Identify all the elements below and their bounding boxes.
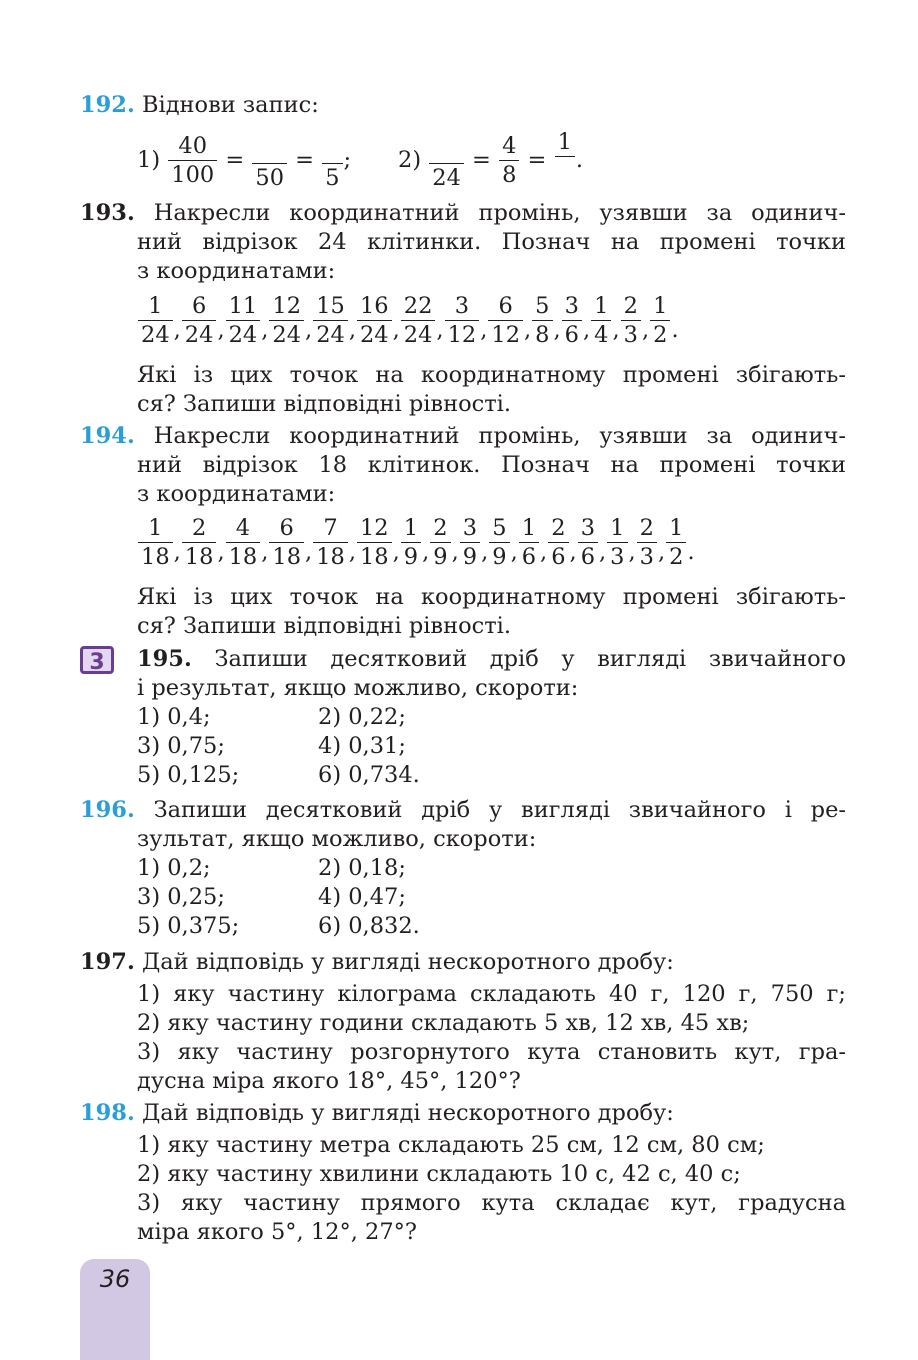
problem-192-header — [80, 92, 846, 118]
problem-number: 197. — [80, 949, 135, 975]
numerator: 4 — [235, 515, 251, 541]
equals-sign: = — [295, 147, 315, 173]
problem-197-item-3-cont: дусна міра якого 18°, 45°, 120°? — [137, 1068, 521, 1094]
separator: . — [687, 538, 695, 565]
list-item: 2) 0,22; — [318, 704, 406, 730]
separator: , — [510, 538, 518, 565]
problem-195-line-2: і результат, якщо можливо, скороти: — [137, 675, 579, 701]
numerator: 5 — [535, 293, 550, 319]
problem-197-item-1: 1) яку частину кілограма складають 40 г, 120 г, 750 г; — [137, 981, 846, 1007]
list-item: 3) 0,25; — [137, 884, 225, 910]
problem-193-line-1 — [80, 200, 846, 226]
fraction — [637, 514, 657, 571]
equals-sign: = — [472, 147, 491, 173]
fraction — [138, 514, 173, 571]
numerator: 2 — [433, 515, 448, 541]
denominator: 24 — [138, 320, 173, 349]
numerator: 2 — [639, 515, 654, 541]
denominator: 24 — [313, 320, 348, 349]
problem-193-question-1: Які із цих точок на координатному промені збігають- — [137, 362, 846, 388]
problem-196-line-2: зультат, якщо можливо, скороти: — [137, 826, 537, 852]
fraction — [138, 292, 173, 349]
separator: , — [553, 316, 561, 343]
problem-196-row-2 — [137, 884, 846, 910]
problem-193-line-2: ний відрізок 24 клітинки. Познач на промені точки — [137, 229, 846, 255]
problem-text: Дай відповідь у вигляді нескоротного дробу: — [141, 949, 674, 975]
page-number-tab — [80, 1259, 150, 1360]
denominator: 12 — [488, 320, 523, 349]
fraction: $\frac{4}{8}$ — [499, 132, 519, 189]
problem-194-fractions — [137, 514, 695, 576]
fraction — [430, 514, 450, 571]
equals-sign: = — [225, 147, 245, 173]
list-item: 1) 0,2; — [137, 855, 211, 881]
problem-193-fractions — [137, 292, 679, 354]
denominator: 6 — [562, 320, 582, 349]
problem-196-row-1 — [137, 855, 846, 881]
problem-198-item-2: 2) яку частину хвилини складають 10 с, 42 с, 40 с; — [137, 1161, 741, 1187]
denominator: 6 — [519, 542, 539, 571]
problem-197-item-2: 2) яку частину години складають 5 хв, 12 хв, 45 хв; — [137, 1010, 750, 1036]
fraction-blank-denominator: 1 — [555, 128, 575, 192]
fraction — [269, 292, 304, 349]
numerator: 6 — [191, 293, 207, 319]
separator: , — [392, 538, 400, 565]
problem-text: Віднови запис: — [141, 92, 319, 118]
denominator: 24 — [269, 320, 304, 349]
fraction — [489, 514, 509, 571]
separator: . — [671, 316, 679, 343]
denominator: 18 — [313, 542, 348, 571]
denominator: 24 — [401, 320, 436, 349]
fraction — [357, 514, 392, 571]
numerator: 12 — [359, 515, 389, 541]
numerator: 1 — [148, 293, 163, 319]
numerator: 1 — [594, 293, 609, 319]
list-item: 4) 0,47; — [318, 884, 406, 910]
numerator: 1 — [669, 515, 684, 541]
numerator: 2 — [191, 515, 207, 541]
fraction — [226, 514, 261, 571]
numerator: 7 — [323, 515, 338, 541]
denominator: 9 — [430, 542, 450, 571]
problem-196-line-1 — [80, 797, 846, 823]
separator: , — [612, 316, 620, 343]
numerator: 2 — [551, 515, 566, 541]
problem-195-row-3 — [137, 762, 846, 788]
fraction: $\frac{40}{100}$ — [168, 132, 217, 189]
problem-192-part-1 — [137, 128, 351, 190]
fraction — [226, 292, 261, 349]
numerator: 6 — [498, 293, 513, 319]
problem-198-header — [80, 1100, 846, 1126]
separator: , — [569, 538, 577, 565]
denominator: 18 — [182, 542, 217, 571]
fraction-blank-numerator: 24 — [429, 128, 464, 192]
problem-text: Запиши десятковий дріб у вигляді звичайного і ре- — [153, 797, 846, 823]
separator: , — [173, 538, 181, 565]
denominator: 2 — [666, 542, 686, 571]
list-item: 2) 0,18; — [318, 855, 406, 881]
problem-number: 194. — [80, 423, 135, 449]
problem-195-line-1 — [137, 646, 846, 672]
problem-198-item-3-cont: міра якого 5°, 12°, 27°? — [137, 1219, 417, 1245]
fraction — [182, 292, 217, 349]
separator: , — [305, 538, 313, 565]
separator: , — [422, 538, 430, 565]
problem-193-question-2: ся? Запиши відповідні рівності. — [137, 391, 512, 417]
list-item: 1) 0,4; — [137, 704, 211, 730]
fraction — [591, 292, 611, 349]
problem-195-row-1 — [137, 704, 846, 730]
separator: , — [641, 316, 650, 343]
fraction — [562, 292, 582, 349]
separator: , — [305, 316, 313, 343]
denominator: 18 — [269, 542, 304, 571]
problem-194-line-1 — [80, 423, 846, 449]
fraction — [313, 292, 348, 349]
fraction-blank-numerator: 50 — [252, 128, 287, 192]
numerator: 1 — [610, 515, 625, 541]
separator: , — [524, 316, 532, 343]
fraction — [445, 292, 480, 349]
punctuation: ; — [343, 147, 352, 173]
problem-195-row-2 — [137, 733, 846, 759]
separator: , — [582, 316, 591, 343]
fraction-blank-numerator: 5 — [322, 128, 342, 192]
fraction — [532, 292, 552, 349]
numerator: 5 — [492, 515, 507, 541]
problem-text: Дай відповідь у вигляді нескоротного дробу: — [141, 1100, 674, 1126]
problem-number: 198. — [80, 1100, 135, 1126]
numerator: 6 — [279, 515, 294, 541]
denominator: 24 — [226, 320, 261, 349]
fraction — [488, 292, 523, 349]
numerator: 1 — [521, 515, 537, 541]
fraction — [269, 514, 304, 571]
problem-198-item-1: 1) яку частину метра складають 25 см, 12 см, 80 см; — [137, 1132, 765, 1158]
problem-text: Накресли координатний промінь, узявши за одинич- — [153, 423, 846, 449]
fraction — [357, 292, 392, 349]
separator: , — [348, 538, 356, 565]
problem-number: 193. — [80, 200, 135, 226]
denominator: 18 — [226, 542, 261, 571]
numerator: 1 — [148, 515, 163, 541]
list-item: 4) 0,31; — [318, 733, 406, 759]
problem-197-item-3: 3) яку частину розгорнутого кута становить кут, гра- — [137, 1039, 846, 1065]
separator: , — [628, 538, 636, 565]
problem-text: Запиши десятковий дріб у вигляді звичайного — [214, 646, 846, 672]
list-item: 5) 0,375; — [137, 913, 240, 939]
denominator: 3 — [637, 542, 657, 571]
denominator: 18 — [357, 542, 392, 571]
problem-197-header — [80, 949, 846, 975]
numerator: 3 — [454, 293, 470, 319]
denominator: 18 — [138, 542, 173, 571]
numerator: 22 — [403, 293, 433, 319]
problem-number: 196. — [80, 797, 135, 823]
numerator: 3 — [462, 515, 478, 541]
separator: , — [261, 538, 269, 565]
numerator: 1 — [403, 515, 419, 541]
item-label: 2) — [398, 147, 422, 173]
numerator: 2 — [623, 293, 638, 319]
item-label: 1) — [137, 147, 161, 173]
separator: , — [217, 316, 225, 343]
denominator: 3 — [621, 320, 641, 349]
separator: , — [217, 538, 225, 565]
fraction — [460, 514, 480, 571]
denominator: 24 — [182, 320, 217, 349]
problem-192-part-2 — [398, 128, 583, 190]
fraction — [666, 514, 686, 571]
problem-198-item-3: 3) яку частину прямого кута складає кут, градусна — [137, 1190, 846, 1216]
fraction — [313, 514, 348, 571]
separator: , — [392, 316, 400, 343]
separator: , — [451, 538, 459, 565]
numerator: 11 — [228, 293, 258, 319]
denominator: 2 — [650, 320, 670, 349]
denominator: 9 — [489, 542, 509, 571]
fraction — [519, 514, 539, 571]
equals-sign: = — [527, 147, 547, 173]
fraction — [621, 292, 641, 349]
list-item: 5) 0,125; — [137, 762, 240, 788]
denominator: 6 — [548, 542, 568, 571]
separator: , — [481, 538, 489, 565]
denominator: 24 — [357, 320, 392, 349]
numerator: 16 — [359, 293, 389, 319]
numerator: 1 — [653, 293, 668, 319]
denominator: 3 — [607, 542, 627, 571]
separator: , — [480, 316, 488, 343]
fraction — [401, 514, 421, 571]
denominator: 4 — [591, 320, 611, 349]
separator: , — [348, 316, 356, 343]
numerator: 3 — [580, 515, 596, 541]
problem-number: 192. — [80, 92, 135, 118]
problem-194-line-3: з координатами: — [137, 481, 336, 507]
problem-194-line-2: ний відрізок 18 клітинок. Познач на промені точки — [137, 452, 846, 478]
problem-193-line-3: з координатами: — [137, 258, 336, 284]
fraction — [607, 514, 627, 571]
fraction — [578, 514, 598, 571]
numerator: 3 — [564, 293, 579, 319]
denominator: 8 — [532, 320, 552, 349]
fraction — [548, 514, 568, 571]
list-item: 6) 0,832. — [318, 913, 420, 939]
list-item: 6) 0,734. — [318, 762, 420, 788]
fraction — [650, 292, 670, 349]
denominator: 9 — [460, 542, 480, 571]
separator: , — [173, 316, 181, 343]
problem-196-row-3 — [137, 913, 846, 939]
separator: , — [540, 538, 548, 565]
problem-text: Накресли координатний промінь, узявши за одинич- — [153, 200, 846, 226]
separator: , — [657, 538, 666, 565]
fraction — [182, 514, 217, 571]
denominator: 6 — [578, 542, 598, 571]
denominator: 9 — [401, 542, 421, 571]
problem-194-question-1: Які із цих точок на координатному промені збігають- — [137, 584, 846, 610]
difficulty-level-badge: 3 — [80, 646, 114, 674]
numerator: 15 — [316, 293, 345, 319]
problem-number: 195. — [137, 646, 192, 672]
separator: , — [436, 316, 444, 343]
separator: , — [599, 538, 607, 565]
fraction — [401, 292, 436, 349]
punctuation: . — [575, 147, 584, 173]
list-item: 3) 0,75; — [137, 733, 225, 759]
numerator: 12 — [272, 293, 302, 319]
page-number: 36 — [99, 1265, 131, 1293]
denominator: 12 — [445, 320, 480, 349]
problem-194-question-2: ся? Запиши відповідні рівності. — [137, 613, 512, 639]
separator: , — [261, 316, 269, 343]
